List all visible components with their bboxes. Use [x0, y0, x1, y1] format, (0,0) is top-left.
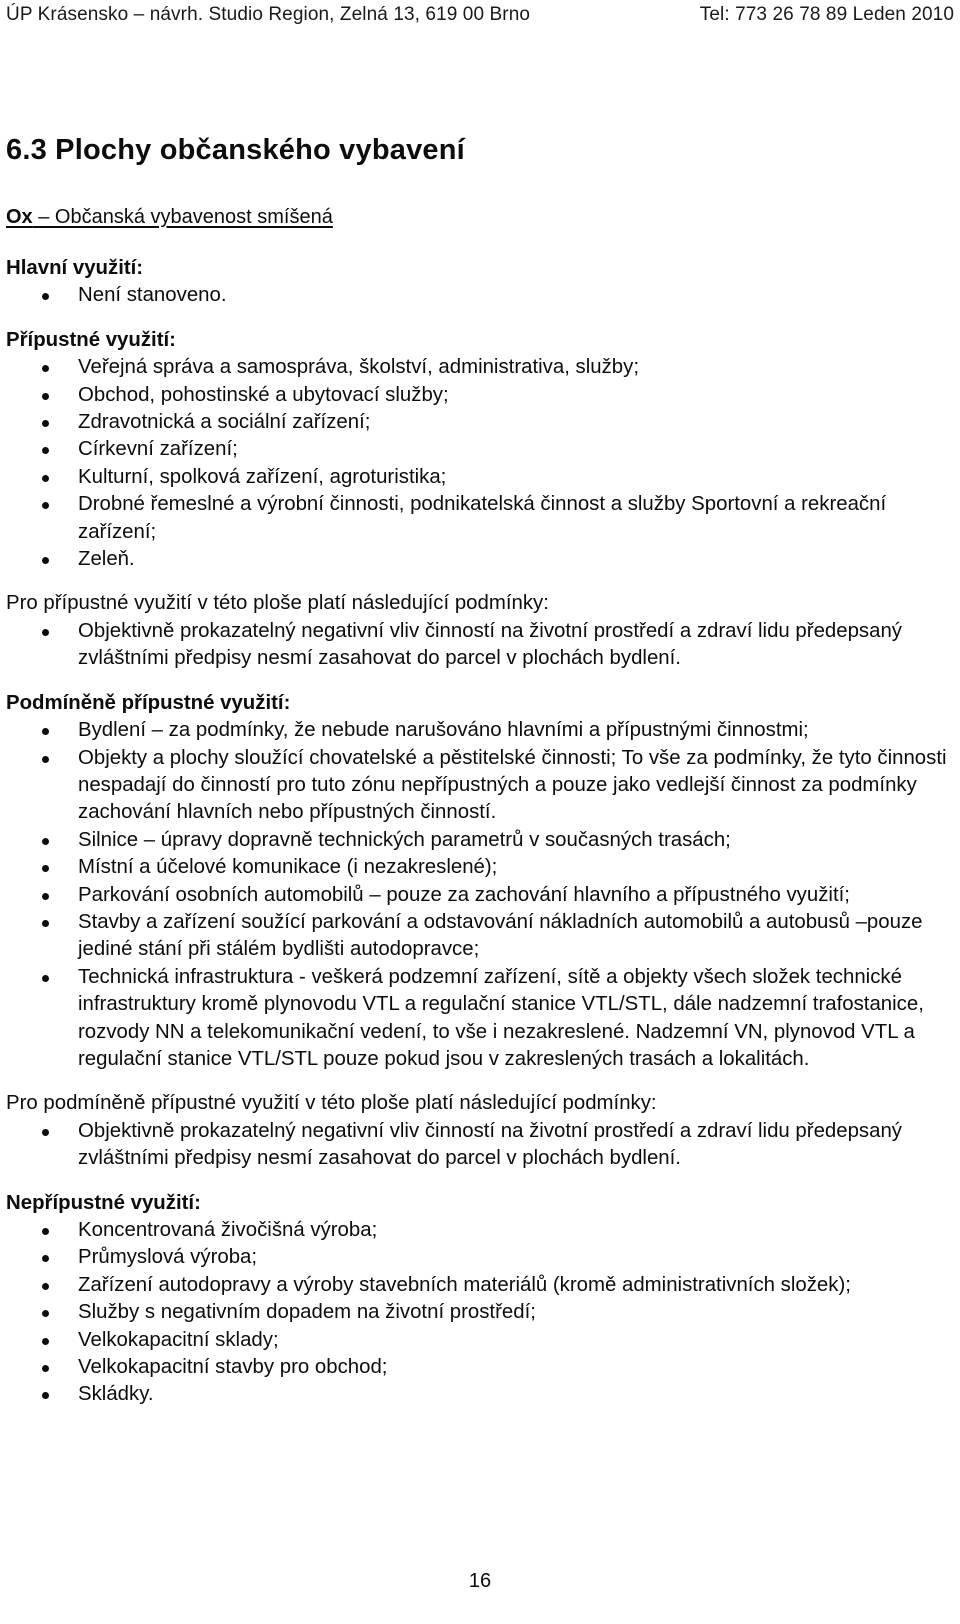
list-item: Objekty a plochy sloužící chovatelské a pěstitelské činnosti; To vše za podmínky, že tyto činnosti nespadají do činností pro tuto zónu nepřípustných a pouze jako vedlejší činnost za podmínky zachování hlavních nebo přípustných činností. [6, 745, 956, 827]
page-number: 16 [468, 1570, 492, 1592]
section-prohibited-use [6, 1190, 956, 1409]
bullet-list [6, 618, 956, 673]
list-item: Velkokapacitní stavby pro obchod; [6, 1354, 956, 1381]
list-item: Bydlení – za podmínky, že nebude narušováno hlavními a přípustnými činnostmi; [6, 717, 956, 744]
bullet-list [6, 717, 956, 1073]
section-permitted-use [6, 327, 956, 574]
header-left: ÚP Krásensko – návrh. Studio Region, Zelná 13, 619 00 Brno [6, 4, 531, 25]
section-heading: Podmíněně přípustné využití: [6, 691, 291, 714]
list-item: Silnice – úpravy dopravně technických parametrů v současných trasách; [6, 827, 956, 854]
bullet-list [6, 1217, 956, 1409]
list-item: Veřejná správa a samospráva, školství, administrativa, služby; [6, 354, 956, 381]
list-item: Skládky. [6, 1381, 956, 1408]
bullet-list [6, 354, 956, 573]
list-item: Drobné řemeslné a výrobní činnosti, podnikatelská činnost a služby Sportovní a rekreační zařízení; [6, 491, 956, 546]
list-item: Zeleň. [6, 546, 956, 573]
bullet-list [6, 1118, 956, 1173]
list-item: Obchod, pohostinské a ubytovací služby; [6, 382, 956, 409]
section-main-use [6, 255, 956, 310]
list-item: Parkování osobních automobilů – pouze za zachování hlavního a přípustného využití; [6, 882, 956, 909]
section-permitted-conditions [6, 590, 956, 672]
list-item: Zařízení autodopravy a výroby stavebních materiálů (kromě administrativních složek); [6, 1272, 956, 1299]
list-item: Koncentrovaná živočišná výroba; [6, 1217, 956, 1244]
list-item: Technická infrastruktura - veškerá podzemní zařízení, sítě a objekty všech složek technické infrastruktury kromě plynovodu VTL a regulační stanice VTL/STL, dále nadzemní trafostanice, rozvody NN a telekomunikační vedení, to vše i nezakreslené. Nadzemní VN, plynovod VTL a regulační stanice VTL/STL pouze pokud jsou v zakreslených trasách a lokalitách. [6, 964, 956, 1074]
zone-name: – Občanská vybavenost smíšená [32, 206, 333, 228]
content [6, 255, 956, 1426]
bullet-list [6, 282, 956, 309]
section-title: 6.3 Plochy občanského vybavení [6, 134, 465, 166]
page-header [6, 4, 954, 26]
section-heading: Hlavní využití: [6, 257, 144, 279]
list-item: Objektivně prokazatelný negativní vliv činností na životní prostředí a zdraví lidu předepsaný zvláštními předpisy nesmí zasahovat do parcel v plochách bydlení. [6, 618, 956, 673]
header-right: Tel: 773 26 78 89 Leden 2010 [699, 4, 954, 25]
section-conditional-use [6, 690, 956, 1074]
list-item: Není stanoveno. [6, 282, 956, 309]
zone-subtitle [6, 206, 333, 229]
list-item: Zdravotnická a sociální zařízení; [6, 409, 956, 436]
list-item: Stavby a zařízení soužící parkování a odstavování nákladních automobilů a autobusů –pouze jediné stání při stálém bydlišti autodopravce; [6, 909, 956, 964]
section-conditional-conditions [6, 1090, 956, 1172]
section-heading: Nepřípustné využití: [6, 1191, 201, 1214]
list-item: Církevní zařízení; [6, 436, 956, 463]
list-item: Kulturní, spolková zařízení, agroturistika; [6, 464, 956, 491]
list-item: Místní a účelové komunikace (i nezakreslené); [6, 854, 956, 881]
section-subheading: Pro přípustné využití v této ploše platí následující podmínky: [6, 592, 549, 615]
section-heading: Přípustné využití: [6, 328, 176, 351]
section-subheading: Pro podmíněně přípustné využití v této ploše platí následující podmínky: [6, 1092, 657, 1115]
zone-code: Ox [6, 206, 33, 228]
list-item: Velkokapacitní sklady; [6, 1327, 956, 1354]
list-item: Průmyslová výroba; [6, 1244, 956, 1271]
list-item: Služby s negativním dopadem na životní prostředí; [6, 1299, 956, 1326]
list-item: Objektivně prokazatelný negativní vliv činností na životní prostředí a zdraví lidu předepsaný zvláštními předpisy nesmí zasahovat do parcel v plochách bydlení. [6, 1118, 956, 1173]
